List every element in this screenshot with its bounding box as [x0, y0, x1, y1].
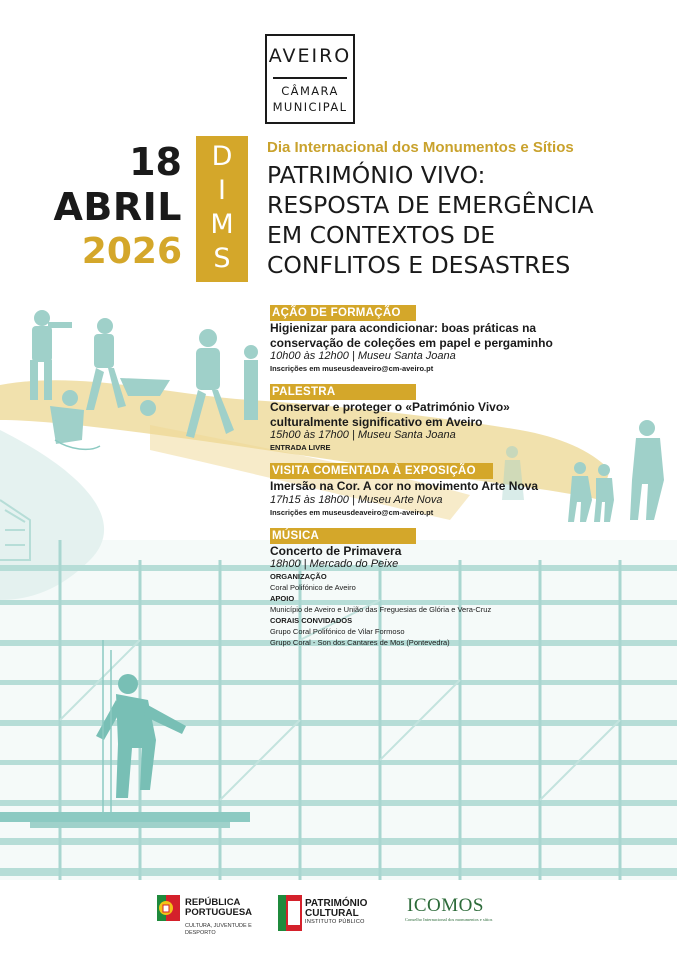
event-title: Higienizar para acondicionar: boas práticas na [270, 321, 537, 335]
program-musica [270, 524, 600, 649]
logo-line-2: MUNICIPAL [272, 100, 348, 114]
icomos-name: ICOMOS [407, 895, 484, 916]
event-time-place: 18h00 | Mercado do Peixe [270, 558, 399, 570]
patrimonio-cultural-logo [278, 895, 388, 935]
patrimonio-cultural-icon [278, 895, 302, 931]
republica-line-2: PORTUGUESA [185, 907, 253, 918]
logo-city: AVEIRO [268, 45, 352, 67]
patrimonio-line-1: PATRIMÓNIO [305, 898, 368, 909]
icomos-sub: Conselho Internacional dos monumentos e sítios [405, 917, 493, 922]
organizer-label: ORGANIZAÇÃO [270, 572, 327, 581]
program-visita [270, 459, 600, 518]
section-tag: PALESTRA [270, 384, 416, 400]
headline-line-1: PATRIMÓNIO VIVO: [267, 161, 486, 189]
icomos-logo [405, 895, 500, 931]
patrimonio-sub: INSTITUTO PÚBLICO [305, 919, 365, 925]
event-note: Inscrições em museusdeaveiro@cm-aveiro.pt [270, 507, 434, 517]
republica-portuguesa-logo [157, 893, 272, 943]
dims-letter-d: D [211, 141, 233, 172]
event-time-place: 15h00 às 17h00 | Museu Santa Joana [270, 429, 456, 441]
event-time-place: 17h15 às 18h00 | Museu Arte Nova [270, 493, 443, 506]
event-note: ENTRADA LIVRE [270, 443, 331, 452]
republica-ministry: CULTURA, JUVENTUDE E DESPORTO [185, 923, 252, 936]
section-tag: AÇÃO DE FORMAÇÃO [270, 305, 416, 321]
section-tag: VISITA COMENTADA À EXPOSIÇÃO [270, 463, 493, 479]
headline-line-2: RESPOSTA DE EMERGÊNCIA [267, 191, 594, 219]
event-title: Imersão na Cor. A cor no movimento Arte Nova [270, 479, 539, 493]
headline-line-4: CONFLITOS E DESASTRES [267, 251, 571, 279]
event-title: conservação de coleções em papel e pergaminho [270, 335, 553, 350]
organizer: Coral Polifónico de Aveiro [270, 583, 356, 592]
coat-of-arms-icon [157, 895, 181, 923]
event-title: culturalmente significativo em Aveiro [270, 414, 483, 429]
logo-line-1: CÂMARA [281, 84, 339, 98]
date-year: 2026 [81, 231, 182, 272]
dims-letter-i: I [218, 175, 226, 206]
event-subtitle: Dia Internacional dos Monumentos e Sítios [267, 139, 574, 156]
dims-letter-s: S [213, 243, 231, 274]
section-tag: MÚSICA [270, 528, 416, 544]
aveiro-logo [265, 34, 355, 124]
event-title: Conservar e proteger o «Património Vivo» [270, 400, 510, 414]
dims-letter-m: M [210, 209, 234, 240]
support-label: APOIO [270, 594, 295, 603]
event-time-place: 10h00 às 12h00 | Museu Santa Joana [270, 350, 456, 362]
event-title: Concerto de Primavera [270, 543, 402, 558]
dims-banner [196, 136, 248, 282]
headline [267, 160, 667, 280]
program-formacao [270, 301, 600, 374]
guest-choirs-label: CORAIS CONVIDADOS [270, 616, 353, 625]
event-note: Inscrições em museusdeaveiro@cm-aveiro.pt [270, 364, 434, 373]
program-palestra [270, 380, 600, 453]
date-month: ABRIL [53, 185, 182, 229]
logo-divider [273, 77, 347, 79]
republica-line-1: REPÚBLICA [185, 897, 241, 908]
date-day: 18 [129, 140, 182, 184]
program [270, 301, 600, 654]
patrimonio-line-2: CULTURAL [305, 908, 359, 919]
headline-line-3: EM CONTEXTOS DE [267, 221, 496, 249]
support: Município de Aveiro e União das Freguesias de Glória e Vera-Cruz [270, 605, 492, 614]
guest-choir: Grupo Coral - Son dos Cantares de Mos (Pontevedra) [270, 638, 450, 647]
guest-choir: Grupo Coral Polifónico de Vilar Formoso [270, 627, 405, 636]
